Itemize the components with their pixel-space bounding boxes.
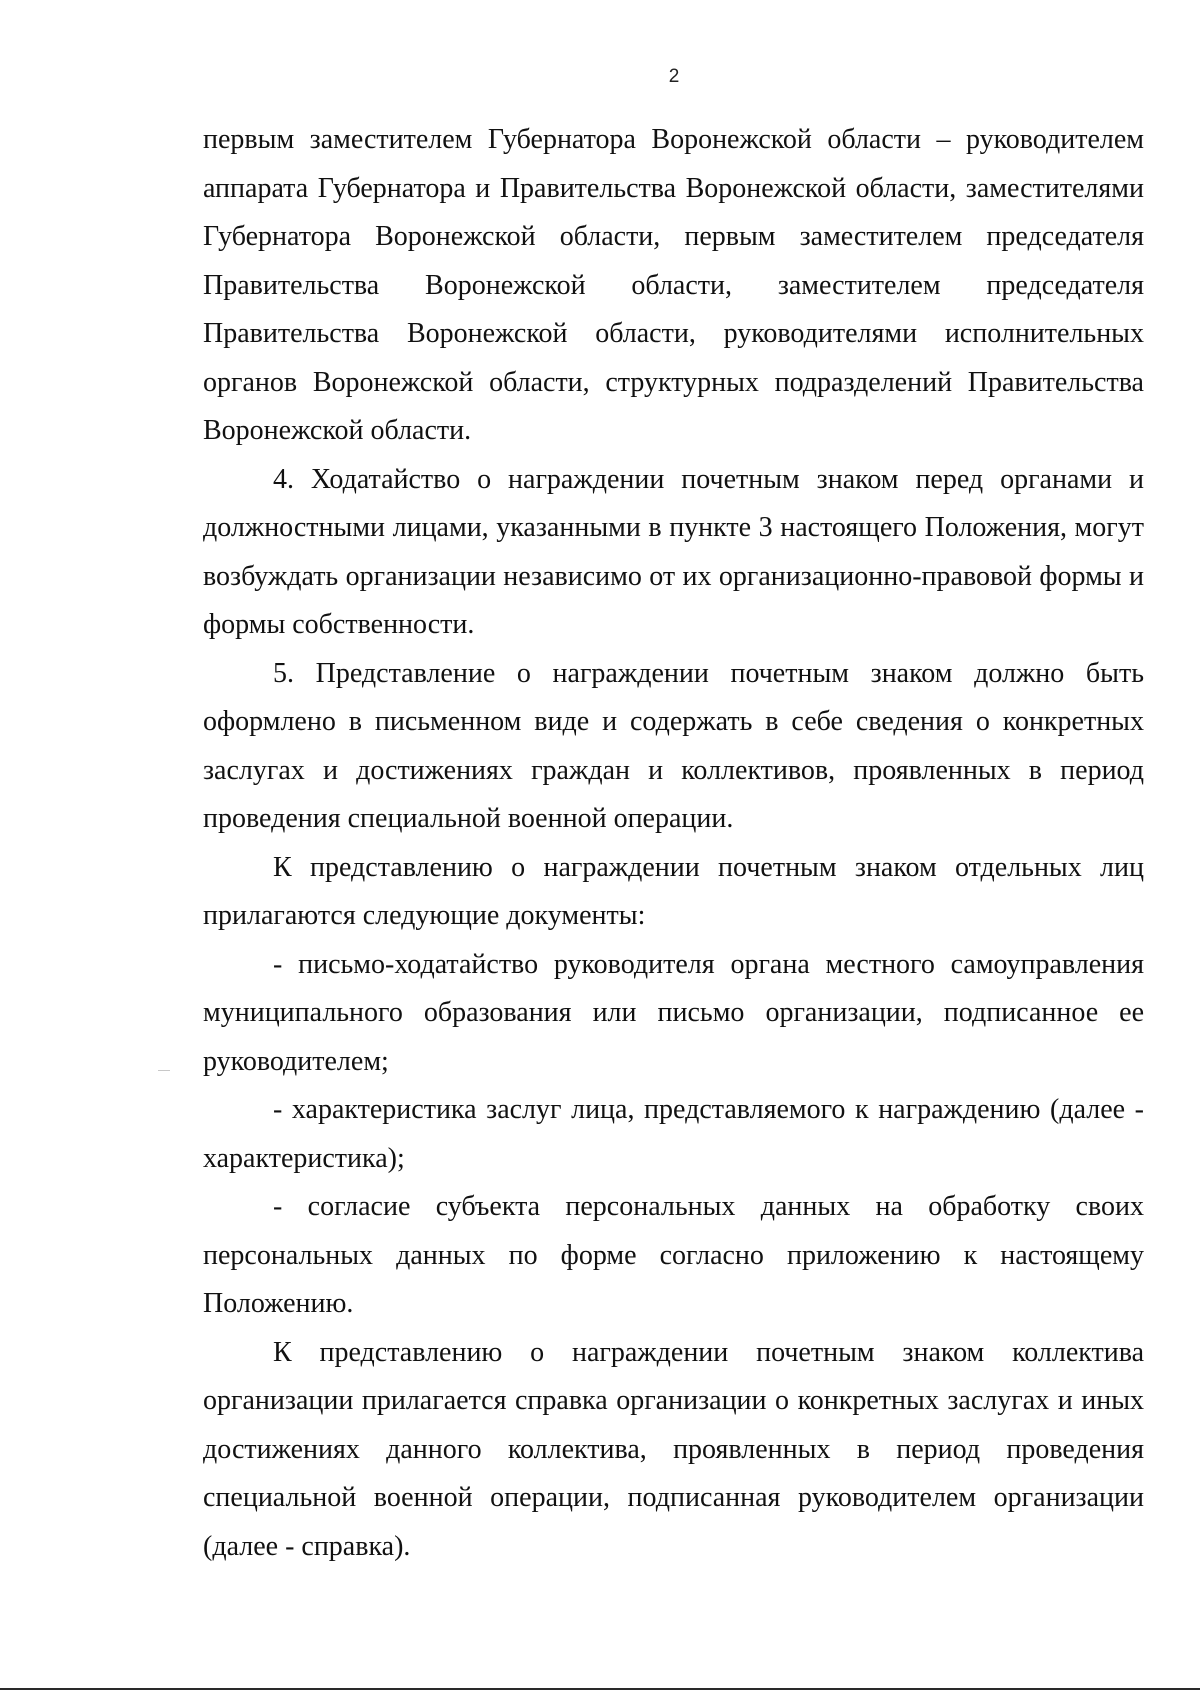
paragraph-collective-certificate: К представлению о награждении почетным знаком коллектива организации прилагается справка организации о конкретных заслугах и иных достижениях данного коллектива, проявленных в период проведения специальной военной операции, подписанная руководителем организации (далее - справка). [203,1336,1144,1562]
paragraph-individual-documents: К представлению о награждении почетным знаком отдельных лиц прилагаются следующие документы: [203,851,1144,931]
paragraph-item-5: 5. Представление о награждении почетным знаком должно быть оформлено в письменном виде и содержать в себе сведения о конкретных заслугах и достижениях граждан и коллективов, проявленных в период проведения специальной военной операции. [203,657,1144,834]
list-item-characteristic: - характеристика заслуг лица, представляемого к награждению (далее - характеристика); [203,1094,1144,1174]
scan-mark [158,1070,170,1071]
page-number: 2 [668,66,680,87]
document-body [203,116,1144,1571]
paragraph-item-4: 4. Ходатайство о награждении почетным знаком перед органами и должностными лицами, указанными в пункте 3 настоящего Положения, могут возбуждать организации независимо от их организационно-правовой формы и формы собственности. [203,463,1144,640]
list-item-personal-data-consent: - согласие субъекта персональных данных на обработку своих персональных данных по форме согласно приложению к настоящему Положению. [203,1191,1144,1319]
paragraph-continuation: первым заместителем Губернатора Воронежской области – руководителем аппарата Губернатора и Правительства Воронежской области, заместителями Губернатора Воронежской области, первым заместителем председателя Правительства Воронежской области, заместителем председателя Правительства Воронежской области, руководителями исполнительных органов Воронежской области, структурных подразделений Правительства Воронежской области. [203,124,1144,446]
list-item-petition-letter: - письмо-ходатайство руководителя органа местного самоуправления муниципального образования или письмо организации, подписанное ее руководителем; [203,948,1144,1077]
